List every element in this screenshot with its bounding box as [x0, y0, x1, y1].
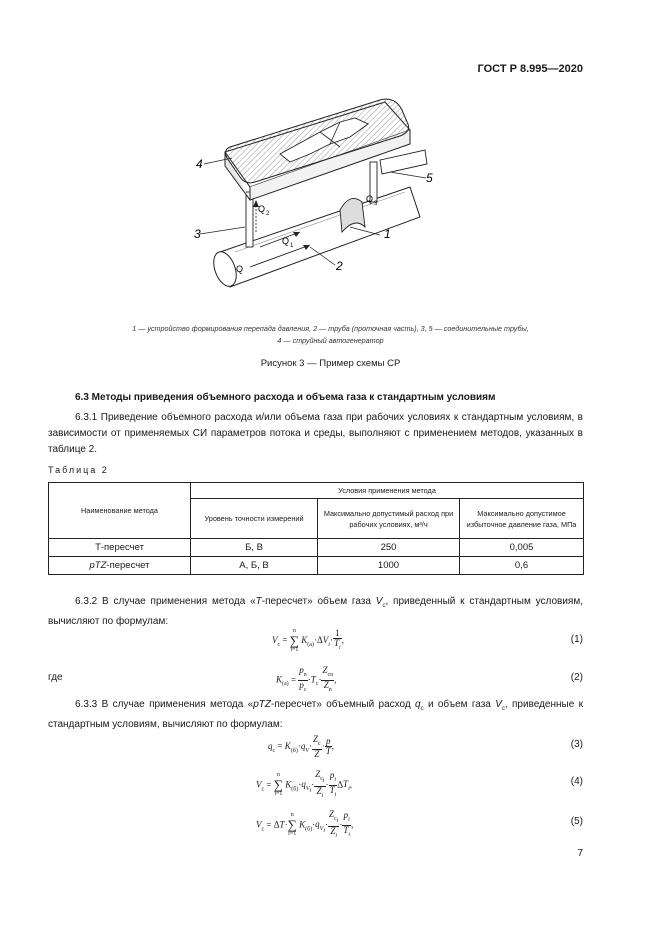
equation-4-number: (4): [570, 776, 583, 787]
cell-flow: 250: [318, 539, 460, 557]
label-q3-sub: 3: [374, 201, 378, 207]
figure-caption: Рисунок 3 — Пример схемы СР: [260, 358, 401, 369]
table-title: Таблица 2: [48, 465, 109, 475]
label-q1-sub: 1: [290, 243, 294, 249]
equation-1: $V_c = n$ ∑ i=1 $K_{(а)}\cdot\Delta V_i\cdot$ $\frac{1}{T_i}$ ,: [272, 628, 344, 653]
label-2: 2: [336, 259, 343, 273]
cell-pressure: 0,005: [460, 539, 584, 557]
label-q3: Q: [366, 194, 374, 204]
flow-meter-schematic: [190, 92, 450, 302]
cell-level: Б, В: [191, 539, 318, 557]
col-pressure-header: Максимально допустимое избыточное давление газа, МПа: [460, 499, 584, 539]
col-method-header: Наименование метода: [49, 483, 191, 539]
paragraph-6-3-3: 6.3.3 В случае применения метода «pTZ-пересчет» объемный расход $q_c$ и объем газа $V_c$, приведенные к стандартным условиям, вычисляют по формулам:: [48, 699, 583, 730]
label-q2-sub: 2: [266, 211, 270, 217]
label-q1: Q: [282, 236, 290, 246]
equation-4: $V_c = n$ ∑ i=1 $K_{(б)}\cdot q_{V_i}\cdot$ $\frac{Z_{c_i}}{Z_i}$ · $\frac{p_i}{T_i}$ $\Delta T_i$,: [256, 769, 352, 799]
cell-level: А, Б, В: [191, 557, 318, 575]
equation-2-number: (2): [570, 672, 583, 683]
paragraph-6-3-2: 6.3.2 В случае применения метода «Т-пересчет» объем газа $V_c$, приведенный к стандартным условиям, вычисляют по формулам:: [48, 596, 583, 627]
label-5: 5: [426, 171, 433, 185]
legend-line-1: 1 — устройство формирования перепада давления, 2 — труба (проточная часть), 3, 5 — соединительные трубы,: [132, 324, 529, 333]
figure-3-diagram: [190, 92, 450, 307]
label-3: 3: [194, 227, 201, 241]
figure-legend: [48, 323, 613, 347]
group-header: Условия применения метода: [191, 483, 584, 499]
table-row: [49, 539, 584, 557]
section-title: 6.3 Методы приведения объемного расхода и объема газа к стандартным условиям: [75, 392, 496, 403]
legend-line-2: 4 — струйный автогенератор: [277, 336, 384, 345]
document-id: ГОСТ Р 8.995—2020: [477, 63, 583, 75]
table-2: [48, 482, 584, 575]
label-q: Q: [236, 264, 244, 274]
cell-pressure: 0,6: [460, 557, 584, 575]
equation-2: $K_{(а)}$ = $\frac{p_n}{p_c}$ $\cdot T_c\cdot$ $\frac{Z_{cn}}{Z_n}$ ,: [276, 665, 337, 693]
col-flow-header: Максимально допустимый расход при рабочих условиях, м³/ч: [318, 499, 460, 539]
label-1: 1: [384, 227, 391, 241]
label-4: 4: [196, 157, 203, 171]
equation-5-number: (5): [570, 816, 583, 827]
col-level-header: Уровень точности измерений: [191, 499, 318, 539]
paragraph-6-3-1: [48, 410, 583, 458]
cell-flow: 1000: [318, 557, 460, 575]
table-row: [49, 557, 584, 575]
equation-5: $V_c = \Delta T\cdot n$ ∑ i=1 $K_{(б)}\cdot q_{V_i}\cdot$ $\frac{Z_{c_i}}{Z_i}$ · $\frac{p_i}{T_i}$ ,: [256, 809, 354, 839]
where-label: где: [48, 672, 63, 683]
page-number: 7: [577, 848, 583, 859]
label-q2: Q: [258, 204, 266, 214]
equation-1-number: (1): [570, 634, 583, 645]
cell-method: Т-пересчет: [49, 539, 191, 557]
equation-3: $q_c = K_{(б)}\cdot q_V\cdot$ $\frac{Z_c}{Z}$ · $\frac{p}{T}$ ,: [268, 734, 334, 759]
cell-method: pTZ-пересчет: [49, 557, 191, 575]
equation-3-number: (3): [570, 739, 583, 750]
paragraph-6-3-1-text: 6.3.1 Приведение объемного расхода и/или объема газа при рабочих условиях к стандартным условиям, в зависимости от применяемых СИ параметров потока и среды, выполняют с применением методов, указанных в таблице 2.: [48, 412, 583, 455]
